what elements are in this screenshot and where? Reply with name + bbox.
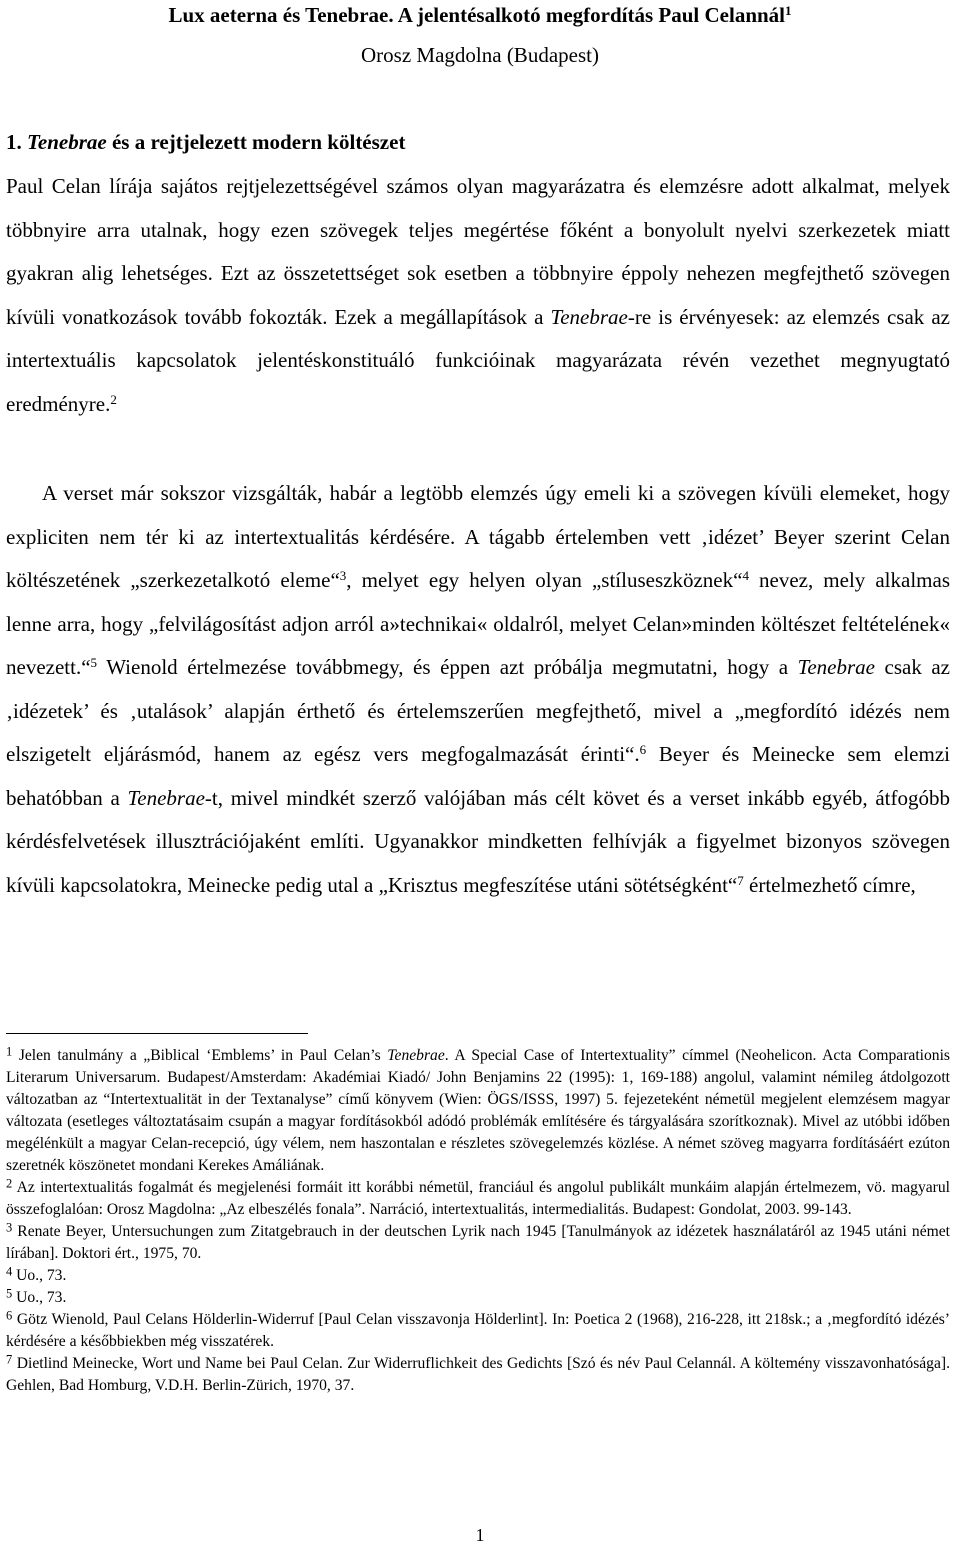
italic-title: Tenebrae — [387, 1047, 445, 1064]
footnote-ref-7[interactable]: 7 — [737, 872, 744, 888]
footnote-number: 3 — [6, 1220, 13, 1235]
footnote-text: Renate Beyer, Untersuchungen zum Zitatgebrauch in der deutschen Lyrik nach 1945 [Tanulmányok az idézetek használatáról az 1945 utáni német lírában]. Doktori ért., 1975, 70. — [6, 1223, 950, 1262]
paragraph-text: A verset már sokszor vizsgálták, habár a legtöbb elemzés úgy emeli ki a szövegen kívüli elemeket, hogy expliciten nem tér ki az intertextualitás kérdésére. A tágabb értelemben vett ‚idézet’ Beyer szerint Celan költészetének „szerkezetalkotó eleme“ — [6, 481, 950, 592]
paragraph-text: , melyet egy helyen olyan „stíluseszköznek“ — [346, 568, 743, 592]
section-title-rest: és a rejtjelezett modern költészet — [106, 130, 406, 154]
paragraph-text: -re is érvényesek: az elemzés csak az intertextuális kapcsolatok jelentéskonstituáló funkcióinak magyarázata révén vezethet megnyugtató eredményre. — [6, 304, 950, 416]
footnote-text: . A Special Case of Intertextuality” címmel (Neohelicon. Acta Comparationis Literarum Universarum. Budapest/Amsterdam: Akadémiai Kiadó/ John Benjamins 22 (1995): 1, 169-188) angolul, valamint némileg átdolgozott változatban az “Intertextualität in der Textanalyse” című könyvem (Wien: ÖGS/ISSS, 1997) 5. fejezeteként németül megjelent elemzésem magyar változata (esetleges változtatásaim csupán a magyar fordításokból adódó problémák említésére és tárgyalására szorítkoznak). Mivel az utóbbi időben megélénkült a magyar Celan-recepció, úgy vélem, nem haszontalan e részletes szövegelemzés közlése. A német szöveg magyarra fordításáért ezúton szeretnék köszönetet mondani Kerekes Amáliának. — [6, 1047, 951, 1174]
footnote-ref-1[interactable]: 1 — [785, 2, 792, 18]
footnote-text: Jelen tanulmány a „Biblical ‘Emblems’ in Paul Celan’s — [12, 1047, 388, 1064]
paragraph-text: Beyer és Meinecke sem elemzi behatóbban a — [6, 742, 950, 810]
footnote-text: Dietlind Meinecke, Wort und Name bei Paul Celan. Zur Widerruflichkeit des Gedichts [Szó és név Paul Celannál. A költemény visszavonhatósága]. Gehlen, Bad Homburg, V.D.H. Berlin-Zürich, 1970, 37. — [6, 1355, 950, 1394]
footnotes — [6, 1045, 950, 1397]
section-title-italic: Tenebrae — [27, 130, 107, 154]
footnote-ref-3[interactable]: 3 — [339, 567, 347, 583]
footnote-7 — [6, 1353, 950, 1397]
page-number: 1 — [475, 1525, 485, 1545]
footnote-number: 4 — [6, 1264, 13, 1279]
footnote-ref-5[interactable]: 5 — [90, 654, 98, 670]
footnote-text: Uo., 73. — [12, 1289, 67, 1306]
footnote-2 — [6, 1177, 950, 1221]
paragraph-1 — [6, 165, 950, 426]
footnote-separator — [6, 1033, 308, 1034]
footnote-text: Götz Wienold, Paul Celans Hölderlin-Widerruf [Paul Celan visszavonja Hölderlint]. In: Poetica 2 (1968), 216-228, itt 218sk.; a ‚megfordító idézés’ kérdésére a későbbiekben még visszatérek. — [6, 1311, 950, 1350]
footnote-number: 5 — [6, 1286, 13, 1301]
footnote-ref-6[interactable]: 6 — [639, 741, 647, 757]
author-line: Orosz Magdolna (Budapest) — [361, 43, 599, 67]
footnote-ref-2[interactable]: 2 — [110, 391, 117, 407]
footnote-ref-4[interactable]: 4 — [742, 567, 749, 583]
footnote-6 — [6, 1309, 950, 1353]
paragraph-text: csak az ‚idézetek’ és ‚utalások’ alapján érthető és értelemszerűen megfejthető, mivel a „megfordító idézés nem elszigetelt eljárásmód, hanem az egész vers megfogalmazását érinti“. — [6, 655, 950, 766]
italic-title: Tenebrae — [550, 304, 628, 329]
section-number: 1. — [6, 130, 22, 154]
footnote-number: 6 — [6, 1308, 13, 1323]
section-heading — [6, 128, 405, 156]
footnote-text: Uo., 73. — [12, 1267, 67, 1284]
italic-title: Tenebrae — [797, 655, 875, 679]
footnote-number: 2 — [6, 1176, 13, 1191]
paragraph-2 — [6, 472, 950, 907]
paragraph-text: Paul Celan lírája sajátos rejtjelezettségével számos olyan magyarázatra és elemzésre adott alkalmat, melyek többnyire arra utalnak, hogy ezen szövegek teljes megértése főként a bonyolult nyelvi szerkezetek miatt gyakran alig lehetséges. Ezt az összetettséget sok esetben a többnyire éppoly nehezen megfejthető szövegen kívüli vonatkozások tovább fokozták. Ezek a megállapítások a — [6, 174, 950, 329]
document-title — [0, 2, 960, 28]
title-text: Lux aeterna és Tenebrae. A jelentésalkotó megfordítás Paul Celannál — [168, 3, 786, 27]
footnote-3 — [6, 1221, 950, 1265]
paragraph-text: nevez, mely alkalmas lenne arra, hogy „felvilágosítást adjon arról a»technikai« oldalról, melyet Celan»minden költészet feltételének« nevezett.“ — [6, 568, 950, 679]
paragraph-text: értelmezhető címre, — [743, 872, 916, 897]
footnote-number: 7 — [6, 1352, 13, 1367]
footnote-number: 1 — [6, 1044, 13, 1059]
italic-title: Tenebrae — [127, 785, 205, 810]
paragraph-text: Wienold értelmezése továbbmegy, és éppen azt próbálja megmutatni, hogy a — [97, 655, 798, 679]
paragraph-text: -t, mivel mindkét szerző valójában más célt követ és a verset inkább egyéb, átfogóbb kérdésfelvetések illusztrációjaként említi. Ugyanakkor mindketten felhívják a figyelmet bizonyos szövegen kívüli kapcsolatokra, Meinecke pedig utal a „Krisztus megfeszítése utáni sötétségként“ — [6, 785, 950, 897]
footnote-1 — [6, 1045, 950, 1177]
footnote-4 — [6, 1265, 950, 1287]
footnote-text: Az intertextualitás fogalmát és megjelenési formáit itt korábbi németül, franciául és angolul publikált munkáim alapján értelmezem, vö. magyarul összefoglalóan: Orosz Magdolna: „Az elbeszélés fonala”. Narráció, intertextualitás, intermedialitás. Budapest: Gondolat, 2003. 99-143. — [6, 1179, 950, 1218]
footnote-5 — [6, 1287, 950, 1309]
